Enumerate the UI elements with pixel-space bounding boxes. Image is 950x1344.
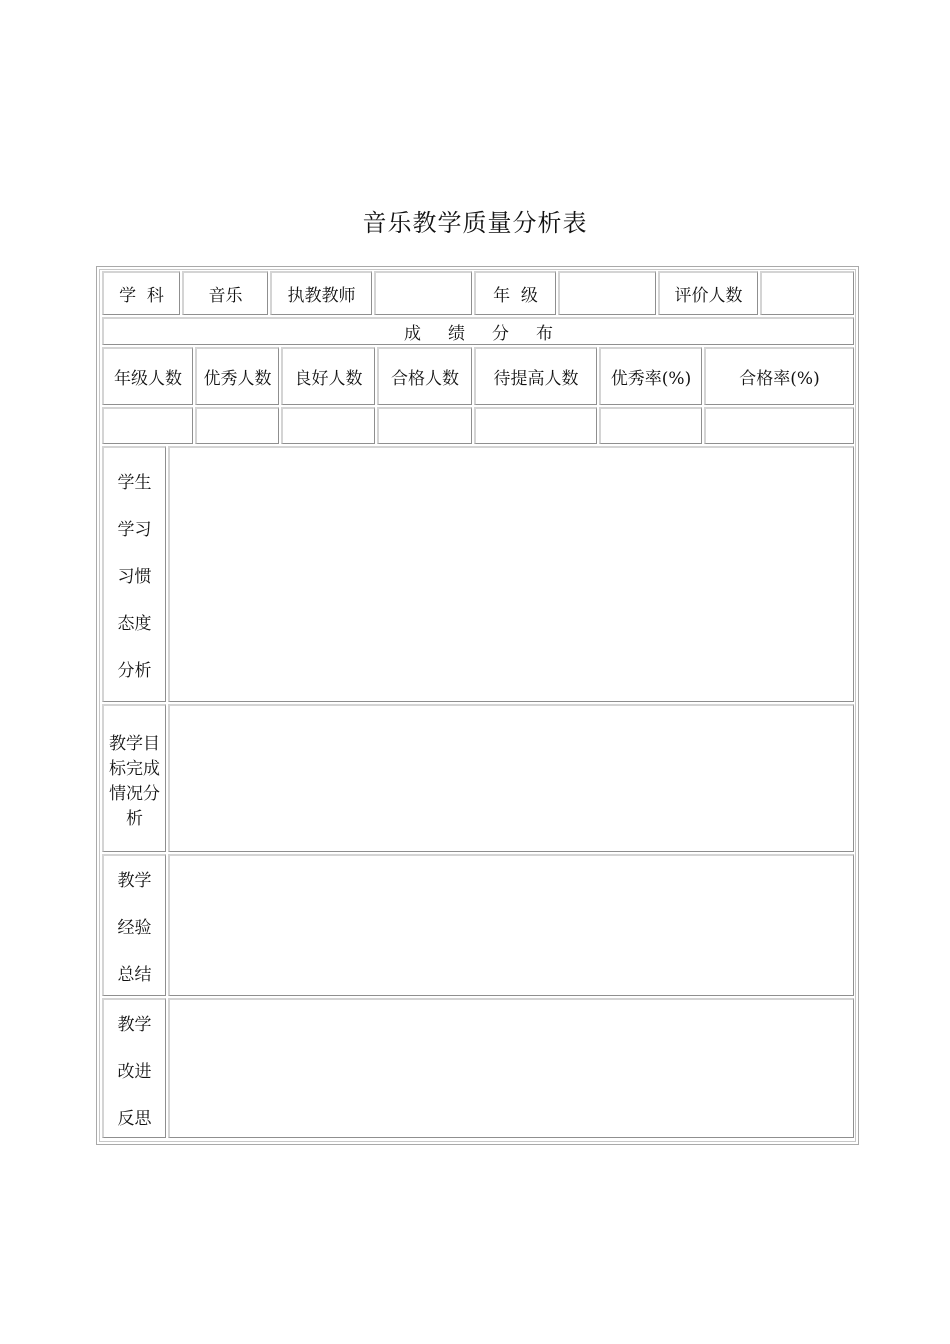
value-grade-count[interactable] xyxy=(102,407,193,444)
section-label-teaching-experience xyxy=(102,854,166,996)
column-header-improve-count: 待提高人数 xyxy=(474,347,597,405)
page-title: 音乐教学质量分析表 xyxy=(362,209,588,237)
column-header-excellent-count: 优秀人数 xyxy=(195,347,279,405)
section-label-line: 习惯 xyxy=(117,567,152,587)
value-good-count[interactable] xyxy=(281,407,375,444)
section-label-line: 态度 xyxy=(117,614,152,634)
column-header-grade-count: 年级人数 xyxy=(102,347,193,405)
section-label-line: 分析 xyxy=(117,661,152,681)
column-header-excellent-rate: 优秀率(%) xyxy=(599,347,702,405)
value-pass-count[interactable] xyxy=(377,407,472,444)
value-excellent-rate[interactable] xyxy=(599,407,702,444)
section-label-line: 改进 xyxy=(117,1062,152,1082)
column-header-good-count: 良好人数 xyxy=(281,347,375,405)
subject-label: 学 科 xyxy=(102,271,180,315)
subject-value: 音乐 xyxy=(182,271,268,315)
section-label-line: 教学 xyxy=(117,1015,152,1035)
section-content-teaching-goals[interactable] xyxy=(168,704,854,852)
value-pass-rate[interactable] xyxy=(704,407,854,444)
section-content-teaching-improvement[interactable] xyxy=(168,998,854,1138)
value-improve-count[interactable] xyxy=(474,407,597,444)
section-label-teaching-improvement xyxy=(102,998,166,1138)
teacher-label: 执教教师 xyxy=(270,271,372,315)
section-label-teaching-goals xyxy=(102,704,166,852)
grade-label: 年 级 xyxy=(474,271,556,315)
column-header-pass-rate: 合格率(%) xyxy=(704,347,854,405)
section-label-line: 教学目 xyxy=(109,734,160,754)
evaluation-count-label: 评价人数 xyxy=(658,271,758,315)
column-header-pass-count: 合格人数 xyxy=(377,347,472,405)
evaluation-count-field[interactable] xyxy=(760,271,854,315)
section-label-line: 总结 xyxy=(117,965,152,985)
grade-value-field[interactable] xyxy=(558,271,656,315)
section-label-line: 析 xyxy=(126,809,143,829)
section-content-study-habits[interactable] xyxy=(168,446,854,702)
section-label-line: 标完成 xyxy=(109,759,160,779)
teacher-value-field[interactable] xyxy=(374,271,472,315)
value-excellent-count[interactable] xyxy=(195,407,279,444)
section-label-study-habits xyxy=(102,446,166,702)
section-label-line: 教学 xyxy=(117,871,152,891)
section-content-teaching-experience[interactable] xyxy=(168,854,854,996)
section-label-line: 情况分 xyxy=(109,784,160,804)
section-label-line: 反思 xyxy=(117,1109,152,1129)
section-label-line: 学生 xyxy=(117,473,152,493)
section-label-line: 经验 xyxy=(117,918,152,938)
distribution-header: 成 绩 分 布 xyxy=(102,317,854,345)
section-label-line: 学习 xyxy=(117,520,152,540)
